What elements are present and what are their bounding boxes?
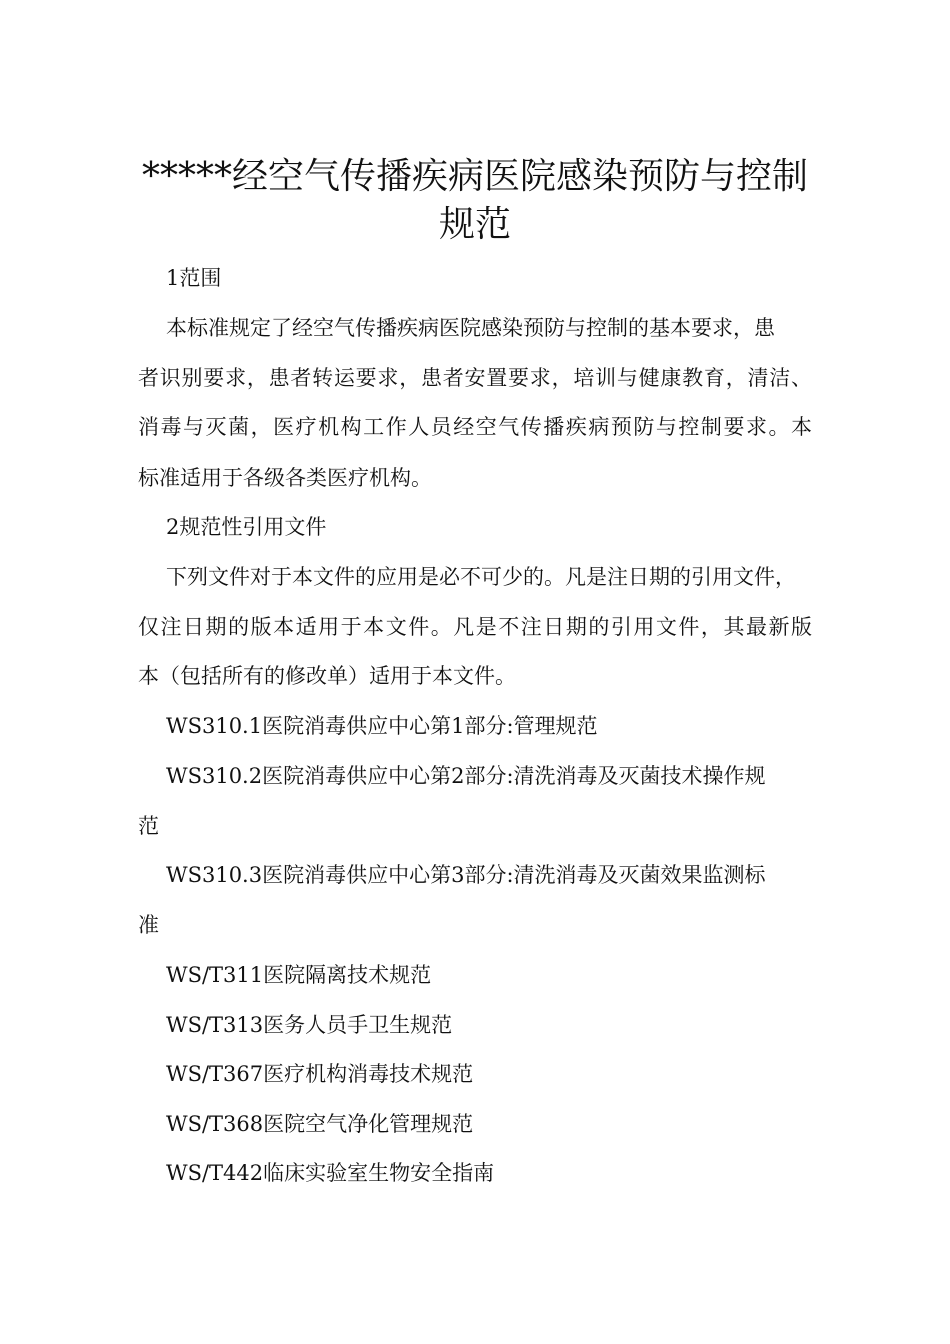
reference-item-continuation: 准 xyxy=(138,913,159,937)
reference-item: WS310.3医院消毒供应中心第3部分:清洗消毒及灭菌效果监测标 xyxy=(166,863,766,887)
reference-item: WS310.2医院消毒供应中心第2部分:清洗消毒及灭菌技术操作规 xyxy=(166,764,766,788)
document-title-line-1: *****经空气传播疾病医院感染预防与控制 xyxy=(141,156,808,197)
reference-item: WS/T313医务人员手卫生规范 xyxy=(166,1013,453,1037)
reference-item-continuation: 范 xyxy=(138,814,159,838)
reference-item: WS/T367医疗机构消毒技术规范 xyxy=(166,1062,474,1086)
paragraph-1-line-4: 标准适用于各级各类医疗机构。 xyxy=(138,466,432,490)
reference-item: WS/T311医院隔离技术规范 xyxy=(166,963,432,987)
paragraph-1-line-2: 者识别要求，患者转运要求，患者安置要求，培训与健康教育，清洁、 xyxy=(138,366,812,390)
section-1-heading: 1范围 xyxy=(166,266,222,290)
paragraph-1-line-1: 本标准规定了经空气传播疾病医院感染预防与控制的基本要求，患 xyxy=(166,316,775,340)
section-2-heading: 2规范性引用文件 xyxy=(166,515,327,539)
paragraph-2-line-2: 仅注日期的版本适用于本文件。凡是不注日期的引用文件，其最新版 xyxy=(138,615,812,639)
document-title-line-2: 规范 xyxy=(438,204,511,245)
paragraph-2-line-1: 下列文件对于本文件的应用是必不可少的。凡是注日期的引用文件， xyxy=(166,565,796,589)
reference-item: WS/T442临床实验室生物安全指南 xyxy=(166,1161,495,1185)
paragraph-1-line-3: 消毒与灭菌，医疗机构工作人员经空气传播疾病预防与控制要求。本 xyxy=(138,415,812,439)
paragraph-2-line-3: 本（包括所有的修改单）适用于本文件。 xyxy=(138,664,516,688)
reference-item: WS/T368医院空气净化管理规范 xyxy=(166,1112,474,1136)
reference-item: WS310.1医院消毒供应中心第1部分:管理规范 xyxy=(166,714,598,738)
